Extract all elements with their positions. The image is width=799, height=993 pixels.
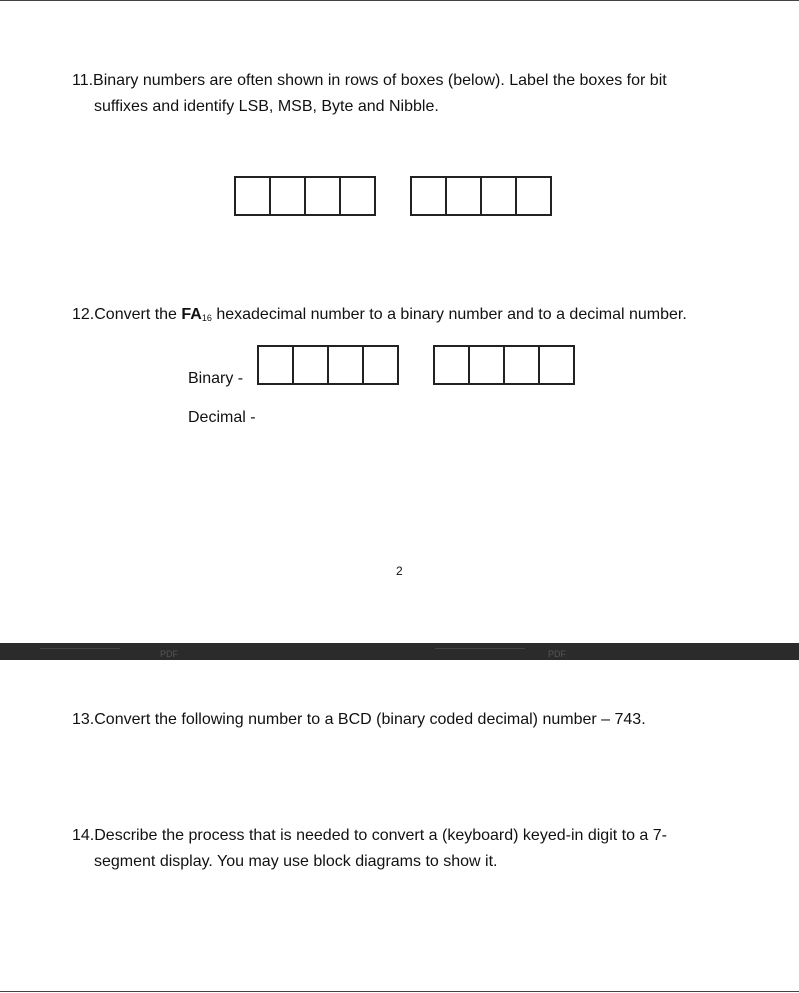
q11-bit-box[interactable] [445, 176, 482, 216]
question-12 [72, 302, 687, 331]
q11-bit-box[interactable] [339, 176, 376, 216]
q11-bit-box[interactable] [304, 176, 341, 216]
divider-line [435, 648, 525, 649]
q11-bit-box[interactable] [480, 176, 517, 216]
q12-binary-nibble-low [433, 345, 575, 385]
question-12-suffix: hexadecimal number to a binary number and to a decimal number. [211, 306, 687, 323]
q11-bit-box[interactable] [234, 176, 271, 216]
question-14-line2: segment display. You may use block diagrams to show it. [94, 853, 498, 870]
q12-bit-box[interactable] [538, 345, 575, 385]
q12-bit-box[interactable] [257, 345, 294, 385]
question-14 [72, 823, 667, 875]
q11-nibble-low [410, 176, 552, 216]
q12-binary-nibble-high [257, 345, 399, 385]
question-12-prefix: 12.Convert the [72, 306, 182, 323]
q12-bit-box[interactable] [503, 345, 540, 385]
decimal-label: Decimal - [188, 409, 256, 426]
q12-bit-box[interactable] [433, 345, 470, 385]
question-11-line2: suffixes and identify LSB, MSB, Byte and Nibble. [94, 98, 439, 115]
page-divider [0, 643, 799, 660]
question-11-line1: 11.Binary numbers are often shown in rows of boxes (below). Label the boxes for bit [72, 72, 667, 89]
q11-bit-box[interactable] [269, 176, 306, 216]
divider-line [40, 648, 120, 649]
q11-bit-box[interactable] [410, 176, 447, 216]
question-14-line1: 14.Describe the process that is needed to convert a (keyboard) keyed-in digit to a 7- [72, 827, 667, 844]
hex-base-subscript: 16 [201, 313, 212, 323]
q12-bit-box[interactable] [362, 345, 399, 385]
q11-bit-box[interactable] [515, 176, 552, 216]
q11-nibble-high [234, 176, 376, 216]
question-11 [72, 68, 667, 120]
q12-bit-box[interactable] [292, 345, 329, 385]
bottom-page-border [0, 991, 799, 992]
binary-label: Binary - [188, 370, 244, 387]
top-page-border [0, 0, 799, 1]
q12-bit-box[interactable] [468, 345, 505, 385]
divider-ghost-left: PDF [160, 649, 178, 659]
hex-value: FA [181, 306, 202, 323]
page-number: 2 [396, 564, 403, 578]
divider-ghost-right: PDF [548, 649, 566, 659]
question-13: 13.Convert the following number to a BCD (binary coded decimal) number – 743. [72, 711, 646, 728]
q12-bit-box[interactable] [327, 345, 364, 385]
